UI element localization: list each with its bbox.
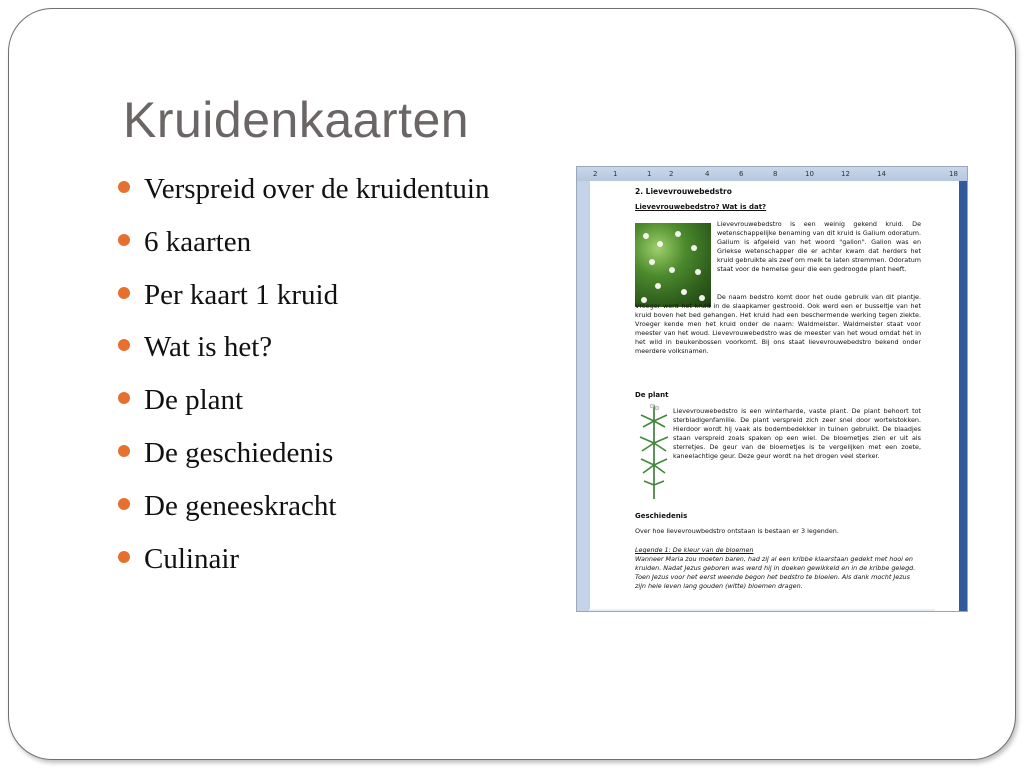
bullet-text: De geschiedenis xyxy=(144,436,334,469)
bullet-dot-icon xyxy=(118,181,130,193)
doc-paragraph: Lievevrouwebedstro is een winterharde, vaste plant. De plant behoort tot sterbladigenfamilie. De plant verspreid zich zeer snel door wortelstokken. Hierdoor wordt hij vaak als bodembedekker in tuinen gebruikt. De blaadjes staan verspreid zoals spaken op een wiel. De bloemetjes zien er uit als sterretjes. De geur van de bloemetjes is te vergelijken met een zoete, kaneelachtige geur. Deze geur wordt na het drogen veel sterker. xyxy=(673,407,921,460)
bullet-item xyxy=(118,223,489,276)
document-screenshot xyxy=(576,166,968,612)
bullet-item xyxy=(118,170,489,223)
doc-section-title: De plant xyxy=(635,391,669,399)
doc-paragraph: Over hoe lievevrouwbedstro ontstaan is bestaan er 3 legenden. xyxy=(635,527,839,535)
bullet-dot-icon xyxy=(118,498,130,510)
bullet-item xyxy=(118,276,489,329)
bullet-text: Wat is het? xyxy=(144,331,273,364)
doc-paragraph: Lievevrouwebedstro is een weinig gekend kruid. De wetenschappelijke benaming van dit kruid is Galium odoratum. Galium is afgeleid van het woord "galion". Galion was en Griekse wetenschapper die er achter kwam dat herders het kruid gebruikte als zeef om melk te laten stremmen. Odoratum staat voor de hemelse geur die een gedroogde plant heeft. xyxy=(717,220,921,273)
bullet-text: De plant xyxy=(144,384,244,417)
left-margin-bar xyxy=(577,181,589,612)
doc-section-title: Geschiedenis xyxy=(635,512,688,520)
ruler-number: 18 xyxy=(949,170,958,178)
doc-legend-text: Wanneer Maria zou moeten baren, had zij al een kribbe klaarstaan gedekt met hooi en kruiden. Nadat Jezus geboren was werd hij in doeken gewikkeld en in de kribbe gelegd. Toen Jezus voor het eerst weende begon het bedstro te bloeien. Als dank mocht Jezus zijn hele leven lang gouden (witte) bloemen dragen. xyxy=(635,555,916,590)
bullet-item xyxy=(118,487,489,540)
bullet-item xyxy=(118,540,489,593)
ruler-number: 1 xyxy=(613,170,618,178)
bullet-item xyxy=(118,381,489,434)
ruler-number: 4 xyxy=(705,170,710,178)
plant-drawing xyxy=(637,401,671,501)
ruler-number: 14 xyxy=(877,170,886,178)
scroll-area xyxy=(935,181,967,612)
bullet-text: 6 kaarten xyxy=(144,225,252,258)
bullet-list xyxy=(118,170,489,592)
doc-section-title: Lievevrouwebedstro? Wat is dat? xyxy=(635,203,767,211)
bullet-text: Per kaart 1 kruid xyxy=(144,278,339,311)
bullet-dot-icon xyxy=(118,551,130,563)
ruler-number: 2 xyxy=(669,170,674,178)
ruler-number: 10 xyxy=(805,170,814,178)
doc-paragraph: De naam bedstro komt door het oude gebruik van dit plantje. Vroeger werd het kruid in de slaapkamer gestrooid. Ook werd een er busseltje van het kruid boven het bed gehangen. Het kruid had een beschermende werking tegen ziekte. Vroeger kende men het kruid onder de naam: Waldmeister. Waldmeister staat voor meester van het woud. Lievevrouwebedstro was de meester van het woud omdat het in het wild in beukenbossen voorkomt. Bij ons staat lievevrouwebedstro bekend onder meerdere volksnamen. xyxy=(635,293,921,355)
bullet-text: Verspreid over de kruidentuin xyxy=(144,173,490,205)
ruler-number: 2 xyxy=(593,170,598,178)
doc-legend-title: Legende 1: De kleur van de bloemen xyxy=(635,546,754,554)
doc-heading: 2. Lievevrouwebedstro xyxy=(635,187,732,196)
ruler-number: 12 xyxy=(841,170,850,178)
slide-title: Kruidenkaarten xyxy=(123,92,470,148)
bullet-dot-icon xyxy=(118,287,130,299)
ruler xyxy=(577,167,967,182)
bullet-dot-icon xyxy=(118,445,130,457)
bullet-item xyxy=(118,434,489,487)
bullet-dot-icon xyxy=(118,392,130,404)
bullet-text: Culinair xyxy=(144,542,240,575)
bullet-dot-icon xyxy=(118,234,130,246)
ruler-number: 1 xyxy=(647,170,652,178)
bullet-text: De geneeskracht xyxy=(144,489,337,522)
ruler-number: 8 xyxy=(773,170,778,178)
ruler-number: 6 xyxy=(739,170,744,178)
bullet-item xyxy=(118,328,489,381)
bullet-dot-icon xyxy=(118,339,130,351)
